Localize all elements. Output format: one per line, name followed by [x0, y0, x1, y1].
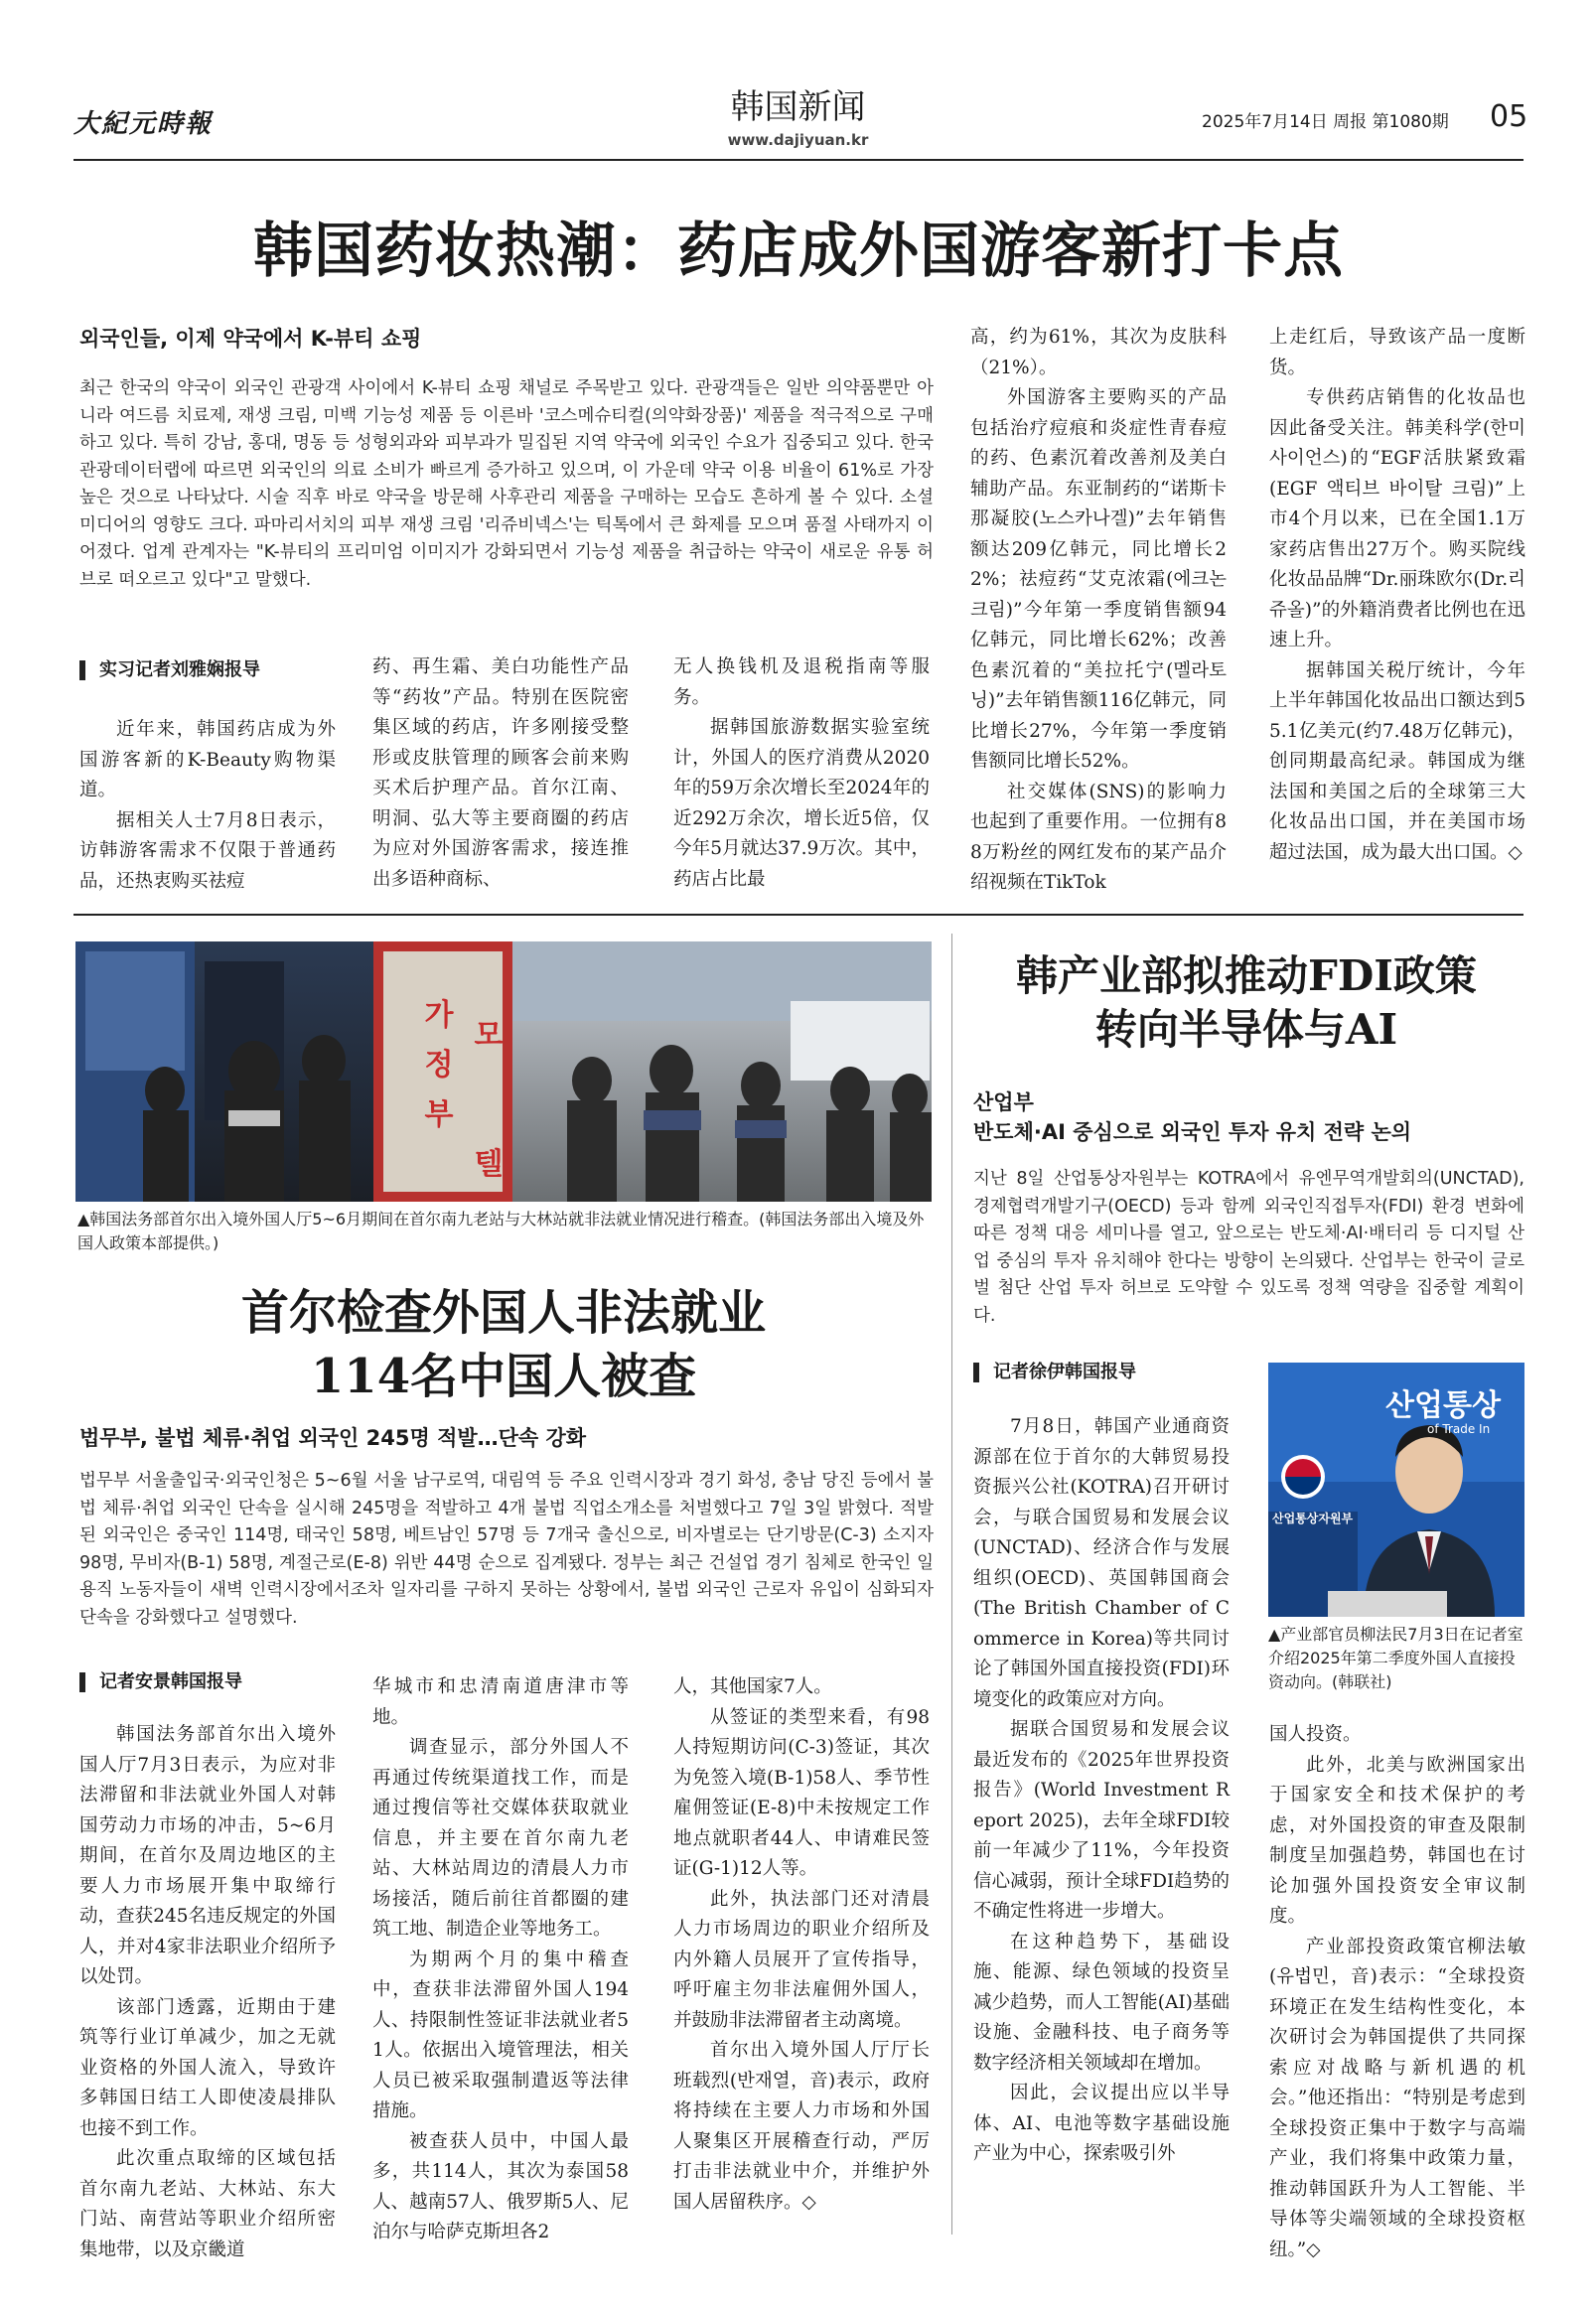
article3-col2	[1269, 1720, 1525, 2260]
enforcement-photo	[75, 941, 932, 1202]
article2-byline: 记者安景韩国报导	[79, 1672, 242, 1692]
article1-col4	[970, 323, 1227, 891]
article1-byline: 实习记者刘雅娴报导	[79, 660, 260, 680]
article1-headline: 韩国药妆热潮：药店成外国游客新打卡点	[253, 217, 1344, 286]
article3-byline: 记者徐伊韩国报导	[973, 1363, 1136, 1382]
paragraph: 社交媒体(SNS)的影响力也起到了重要作用。一位拥有88万粉丝的网红发布的某产品介绍视频在TikTok	[970, 781, 1227, 893]
paragraph: 高，约为61%，其次为皮肤科（21%）。	[970, 327, 1227, 378]
paragraph: 产业部投资政策官柳法敏(유법민，音)表示：“全球投资环境正在发生结构性变化，本次研讨会为韩国提供了共同探索应对战略与新机遇的机会。”他还指出：“特别是考虑到全球投资正集中于数字与高端产业，我们将集中政策力量，推动韩国跃升为人工智能、半导体等尖端领域的全球投资枢纽。”◇	[1269, 1936, 1525, 2260]
paragraph: 为期两个月的集中稽查中，查获非法滞留外国人194人、持限制性签证非法就业者51人。依据出入境管理法，相关人员已被采取强制遣返等法律措施。	[372, 1949, 629, 2121]
photo-sign-text: 산업통상	[1385, 1388, 1501, 1423]
paragraph: 据韩国关税厅统计，今年上半年韩国化妆品出口额达到55.1亿美元(约7.48万亿韩元)，创同期最高纪录。韩国成为继法国和美国之后的全球第三大化妆品出口国，并在美国市场超过法国，成为最大出口国。◇	[1269, 659, 1525, 863]
article3-headline-line1: 韩产业部拟推动FDI政策	[1016, 951, 1477, 1000]
paragraph: 外国游客主要购买的产品包括治疗痘痕和炎症性青春痘的药、色素沉着改善剂及美白辅助产品。东亚制药的“诺斯卡那凝胶(노스카나겔)”去年销售额达209亿韩元，同比增长22%；祛痘药“艾克浓霜(에크논크림)”今年第一季度销售额94亿韩元，同比增长62%；改善色素沉着的“美拉托宁(멜라토닝)”去年销售额116亿韩元，同比增长27%，今年第一季度销售额同比增长52%。	[970, 387, 1227, 772]
photo1-caption: ▲韩国法务部首尔出入境外国人厅5~6月期间在首尔南九老站与大林站就非法就业情况进行稽查。(韩国法务部出入境及外国人政策本部提供。)	[77, 1210, 925, 1252]
paragraph: 此外，北美与欧洲国家出于国家安全和技术保护的考虑，对外国投资的审查及限制制度呈加强趋势，韩国也在讨论加强外国投资安全审议制度。	[1269, 1754, 1525, 1927]
article3-ko-subtitle-2: 반도체·AI 중심으로 외국인 투자 유치 전략 논의	[973, 1120, 1412, 1144]
issue-info: 2025年7月14日 周报 第1080期	[1202, 112, 1449, 132]
article1-ko-subtitle: 외국인들, 이제 약국에서 K-뷰티 쇼핑	[79, 327, 422, 351]
paragraph: 此外，执法部门还对清晨人力市场周边的职业介绍所及内外籍人员展开了宣传指导，呼吁雇主勿非法雇佣外国人，并鼓励非法滞留者主动离境。	[673, 1888, 930, 2031]
article2-ko-subtitle: 법무부, 불법 체류·취업 외국인 245명 적발…단속 강화	[79, 1426, 587, 1450]
article2-col1	[79, 1720, 336, 2260]
paragraph: 据联合国贸易和发展会议最近发布的《2025年世界投资报告》(World Investment Report 2025)，去年全球FDI较前一年减少了11%，今年投资信心减弱，预计全球FDI趋势的不确定性将进一步增大。	[973, 1719, 1230, 1922]
article1-ko-summary: 최근 한국의 약국이 외국인 관광객 사이에서 K-뷰티 쇼핑 채널로 주목받고 있다. 관광객들은 일반 의약품뿐만 아니라 여드름 치료제, 재생 크림, 미백 기능성 제품 등 이른바 '코스메슈티컬(의약화장품)' 제품을 적극적으로 구매하고 있다. 특히 강남, 홍대, 명동 등 성형외과와 피부과가 밀집된 지역 약국에 외국인 수요가 집중되고 있다. 한국관광데이터랩에 따르면 외국인의 의료 소비가 빠르게 증가하고 있으며, 이 가운데 약국 이용 비율이 61%로 가장 높은 것으로 나타났다. 시술 직후 바로 약국을 방문해 사후관리 제품을 구매하는 모습도 흔하게 볼 수 있다. 소셜미디어의 영향도 크다. 파마리서치의 피부 재생 크림 '리쥬비넥스'는 틱톡에서 큰 화제를 모으며 품절 사태까지 이어졌다. 업계 관계자는 "K-뷰티의 프리미엄 이미지가 강화되면서 기능성 제품을 취급하는 약국이 새로운 유통 허브로 떠오르고 있다"고 말했다.	[79, 378, 934, 590]
paragraph: 调查显示，部分外国人不再通过传统渠道找工作，而是通过搜信等社交媒体获取就业信息，并主要在首尔南九老站、大林站周边的清晨人力市场接活，随后前往首都圈的建筑工地、制造企业等地务工。	[372, 1737, 629, 1940]
article2-col3	[673, 1672, 930, 2233]
paragraph: 专供药店销售的化妆品也因此备受关注。韩美科学(한미사이언스)的“EGF活肤紧致霜(EGF 액티브 바이탈 크림)”上市4个月以来，已在全国1.1万家药店售出27万个。购买院线化妆品品牌“Dr.丽珠欧尔(Dr.리쥬올)”的外籍消费者比例也在迅速上升。	[1269, 387, 1525, 650]
sign-char: 가	[424, 998, 454, 1033]
article3-ko-summary: 지난 8일 산업통상자원부는 KOTRA에서 유엔무역개발회의(UNCTAD), 경제협력개발기구(OECD) 등과 함께 외국인직접투자(FDI) 환경 변화에 따른 정책 대응 세미나를 열고, 앞으로는 반도체·AI·배터리 등 디지털 산업 중심의 투자 유치해야 한다는 방향이 논의됐다. 산업부는 한국이 글로벌 첨단 산업 투자 허브로 도약할 수 있도록 정책 역량을 집중할 계획이다.	[973, 1169, 1524, 1326]
header-rule	[73, 159, 1523, 161]
paragraph: 在这种趋势下，基础设施、能源、绿色领域的投资呈减少趋势，而人工智能(AI)基础设施、金融科技、电子商务等数字经济相关领域却在增加。	[973, 1931, 1230, 2074]
paragraph: 从签证的类型来看，有98人持短期访问(C-3)签证，其次为免签入境(B-1)58人、季节性雇佣签证(E-8)中未按规定工作地点就职者44人、申请难民签证(G-1)12人等。	[673, 1706, 930, 1879]
paragraph: 该部门透露，近期由于建筑等行业订单减少，加之无就业资格的外国人流入，导致许多韩国日结工人即使凌晨排队也接不到工作。	[79, 1996, 336, 2139]
article1-col3	[673, 652, 930, 891]
article2-col2	[372, 1672, 629, 2242]
paragraph: 人，其他国家7人。	[673, 1676, 832, 1697]
photo-sign-text-en: of Trade In	[1427, 1422, 1491, 1436]
paragraph: 因此，会议提出应以半导体、AI、电池等数字基础设施产业为中心，探索吸引外	[973, 2083, 1230, 2164]
article2-ko-summary: 법무부 서울출입국·외국인청은 5~6월 서울 남구로역, 대림역 등 주요 인력시장과 경기 화성, 충남 당진 등에서 불법 체류·취업 외국인 단속을 실시해 245명을 적발하고 4개 불법 직업소개소를 처벌했다고 7일 3일 밝혔다. 적발된 외국인은 중국인 114명, 태국인 58명, 베트남인 57명 등 7개국 출신으로, 비자별로는 단기방문(C-3) 소지자 98명, 무비자(B-1) 58명, 계절근로(E-8) 위반 44명 순으로 집계됐다. 정부는 최근 건설업 경기 침체로 한국인 일용직 노동자들이 새벽 인력시장에서조차 일자리를 구하지 못하는 상황에서, 불법 외국인 근로자 유입이 심화되자 단속을 강화했다고 설명했다.	[79, 1471, 934, 1628]
article2-headline-line2: 114名中国人被查	[310, 1349, 697, 1404]
paragraph: 无人换钱机及退税指南等服务。	[673, 656, 930, 708]
paragraph: 韩国法务部首尔出入境外国人厅7月3日表示，为应对非法滞留和非法就业外国人对韩国劳动力市场的冲击，5~6月期间，在首尔及周边地区的主要人力市场展开集中取缔行动，查获245名违反规定的外国人，并对4家非法职业介绍所予以处罚。	[79, 1724, 336, 1987]
paragraph: 7月8日，韩国产业通商资源部在位于首尔的大韩贸易投资振兴公社(KOTRA)召开研讨会，与联合国贸易和发展会议(UNCTAD)、经济合作与发展组织(OECD)、英国韩国商会(The British Chamber of Commerce in Korea)等共同讨论了韩国外国直接投资(FDI)环境变化的政策应对方向。	[973, 1416, 1230, 1710]
article1-col1	[79, 715, 336, 892]
paragraph: 此次重点取缔的区域包括首尔南九老站、大林站、东大门站、南营站等职业介绍所密集地带，以及京畿道	[79, 2148, 336, 2260]
photo-podium-text: 산업통상자원부	[1272, 1512, 1354, 1525]
article3-ko-subtitle-1: 산업부	[973, 1090, 1034, 1114]
article3-headline-line2: 转向半导体与AI	[1094, 1005, 1398, 1054]
sign-char: 부	[424, 1097, 454, 1132]
column-divider	[951, 934, 952, 2235]
minister-photo	[1268, 1363, 1524, 1617]
paragraph: 华城市和忠清南道唐津市等地。	[372, 1676, 629, 1728]
paragraph: 被查获人员中，中国人最多，共114人，其次为泰国58人、越南57人、俄罗斯5人、尼泊尔与哈萨克斯坦各2	[372, 2130, 629, 2242]
paragraph: 据韩国旅游数据实验室统计，外国人的医疗消费从2020年的59万余次增长至2024年的近292万余次，增长近5倍，仅今年5月就达37.9万次。其中，药店占比最	[673, 717, 930, 890]
section-url[interactable]: www.dajiyuan.kr	[727, 131, 869, 149]
paragraph: 药、再生霜、美白功能性产品等“药妆”产品。特别在医院密集区域的药店，许多刚接受整形或皮肤管理的顾客会前来购买术后护理产品。首尔江南、明洞、弘大等主要商圈的药店为应对外国游客需求，接连推出多语种商标、	[372, 656, 629, 890]
paragraph: 据相关人士7月8日表示，访韩游客需求不仅限于普通药品，还热衷购买祛痘	[79, 809, 336, 892]
sign-char: 모	[474, 1018, 504, 1053]
article3-col1	[973, 1412, 1230, 2233]
article1-col5	[1269, 323, 1525, 891]
article1-bottom-rule	[73, 914, 1523, 916]
section-title: 韩国新闻	[730, 87, 866, 127]
newspaper-logo: 大紀元時報	[73, 109, 214, 139]
sign-char: 텔	[474, 1147, 504, 1182]
paragraph: 国人投资。	[1269, 1724, 1362, 1745]
minister-photo-caption: ▲产业部官员柳法民7月3日在记者室介绍2025年第二季度外国人直接投资动向。(韩联社)	[1268, 1625, 1523, 1691]
article2-headline-line1: 首尔检查外国人非法就业	[240, 1285, 766, 1341]
paragraph: 上走红后，导致该产品一度断货。	[1269, 327, 1525, 378]
page-number: 05	[1490, 99, 1528, 134]
article1-col2	[372, 652, 629, 891]
sign-char: 정	[424, 1048, 454, 1083]
paragraph: 近年来，韩国药店成为外国游客新的K-Beauty购物渠道。	[79, 719, 336, 800]
paragraph: 首尔出入境外国人厅厅长班载烈(반재열，音)表示，政府将持续在主要人力市场和外国人聚集区开展稽查行动，严厉打击非法就业中介，并维护外国人居留秩序。◇	[673, 2040, 930, 2213]
